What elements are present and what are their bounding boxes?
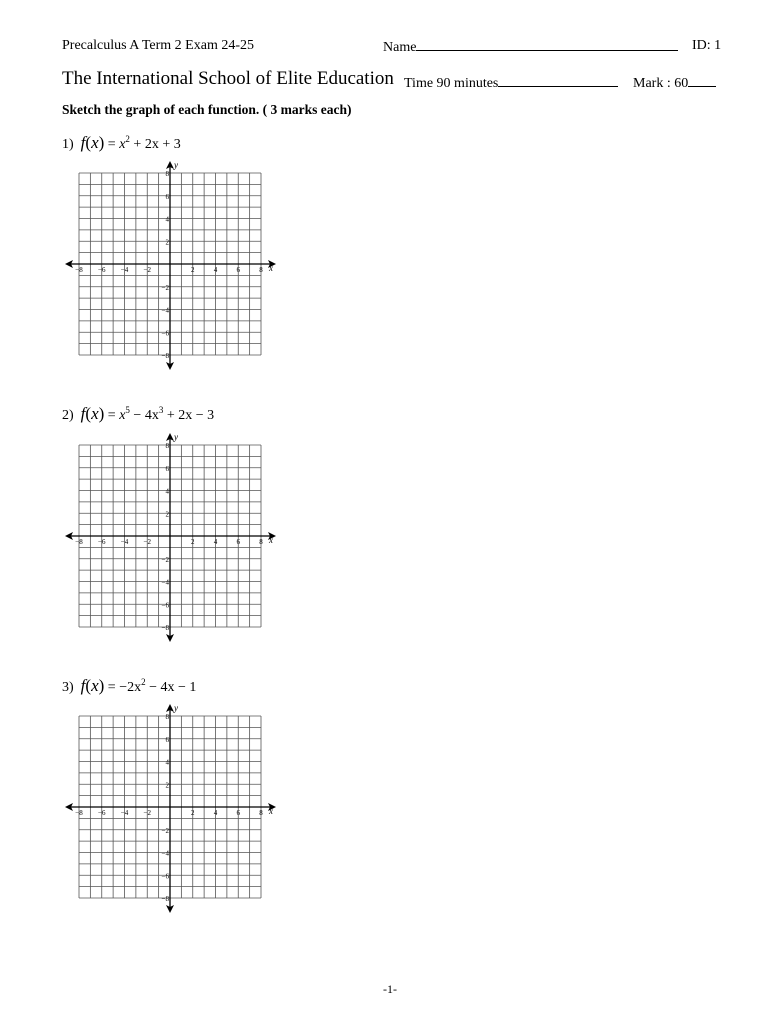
y-tick-label: −6 [161,329,169,338]
term: x [119,408,126,423]
id-label: ID: 1 [692,38,722,53]
mark-blank[interactable] [688,74,716,87]
y-tick-label: −8 [161,352,169,360]
x-tick-label: 2 [191,809,195,817]
y-tick-label: 4 [165,487,169,496]
problem-number: 2) [62,408,74,423]
equals-sign: = [107,680,116,695]
equals-sign: = [107,137,116,152]
y-tick-label: −2 [161,826,169,835]
y-tick-label: −4 [161,849,169,858]
term: + 2x − 3 [163,408,215,423]
name-label: Name [383,40,417,55]
term: − 4x − 1 [145,680,197,695]
x-tick-label: −2 [143,266,151,274]
coordinate-grid-3[interactable] [62,701,278,919]
y-tick-label: −2 [161,555,169,564]
mark-label: Mark : 60 [633,76,689,91]
y-tick-label: −4 [161,578,169,587]
y-tick-label: −2 [161,283,169,292]
func-arg: x [91,133,99,152]
exponent: 2 [141,677,146,687]
x-tick-label: 2 [191,266,195,274]
instructions: Sketch the graph of each function. ( 3 marks each) [62,102,352,117]
x-tick-label: −6 [98,809,106,817]
name-field[interactable] [383,38,678,56]
x-tick-label: −6 [98,266,106,274]
x-axis-label: x [269,535,273,545]
time-field[interactable] [404,74,618,92]
problem-number: 3) [62,680,74,695]
y-tick-label: 6 [165,192,169,201]
y-tick-label: −6 [161,601,169,610]
y-tick-label: 4 [165,215,169,224]
coordinate-grid-1[interactable] [62,158,278,376]
x-tick-label: 8 [259,809,263,817]
x-tick-label: −4 [120,538,129,546]
x-tick-label: 8 [259,266,263,274]
x-tick-label: 6 [236,809,240,817]
func-name: f [80,676,86,695]
y-tick-label: 6 [165,464,169,473]
x-tick-label: −8 [75,809,83,817]
y-tick-label: 2 [165,238,169,247]
x-tick-label: −4 [120,809,129,817]
x-tick-label: 6 [236,266,240,274]
mark-field[interactable] [633,74,716,92]
y-tick-label: 2 [165,781,169,790]
x-tick-label: 6 [236,538,240,546]
y-tick-label: −8 [161,624,169,632]
func-arg: x [91,676,99,695]
x-axis-label: x [269,806,273,816]
func-name: f [80,133,86,152]
term: −2x [119,680,142,695]
func-arg: x [91,404,99,423]
course-title: Precalculus A Term 2 Exam 24-25 [62,38,255,53]
x-tick-label: 8 [259,538,263,546]
y-tick-label: 2 [165,510,169,519]
term: x [119,137,126,152]
problem-2: 2) $f(x) = x^5 - 4x^3 + 2x - 3$ [62,404,215,423]
y-tick-label: 4 [165,758,169,767]
x-tick-label: 4 [213,266,218,274]
time-blank[interactable] [498,74,618,87]
y-axis-label: y [174,160,178,170]
page-number: -1- [383,982,397,996]
x-axis-label: x [269,263,273,273]
y-tick-label: −4 [161,306,169,315]
y-tick-label: −6 [161,872,169,881]
x-tick-label: −6 [98,538,106,546]
exponent: 5 [125,405,130,415]
problem-number: 1) [62,137,74,152]
x-tick-label: 4 [213,809,218,817]
x-tick-label: −2 [143,809,151,817]
x-tick-label: 2 [191,538,195,546]
x-tick-label: −2 [143,538,151,546]
exponent: 2 [125,134,130,144]
func-name: f [80,404,86,423]
y-tick-label: 8 [165,442,169,450]
problem-3: 3) $f(x) = -2x^2 - 4x - 1$ [62,676,197,695]
exponent: 3 [158,405,164,415]
name-blank[interactable] [416,38,678,51]
term: − 4x [129,408,159,423]
y-tick-label: 8 [165,713,169,721]
y-tick-label: −8 [161,895,169,903]
y-axis-label: y [174,432,178,442]
school-name: The International School of Elite Education [62,68,394,89]
equals-sign: = [107,408,116,423]
x-tick-label: −8 [75,538,83,546]
time-label: Time 90 minutes [404,76,499,91]
problem-1: 1) $f(x) = x^2 + 2x + 3$ [62,133,181,152]
term: + 2x + 3 [129,137,181,152]
y-tick-label: 8 [165,170,169,178]
y-tick-label: 6 [165,735,169,744]
coordinate-grid-2[interactable] [62,430,278,648]
y-axis-label: y [174,703,178,713]
x-tick-label: −8 [75,266,83,274]
x-tick-label: −4 [120,266,129,274]
x-tick-label: 4 [213,538,218,546]
